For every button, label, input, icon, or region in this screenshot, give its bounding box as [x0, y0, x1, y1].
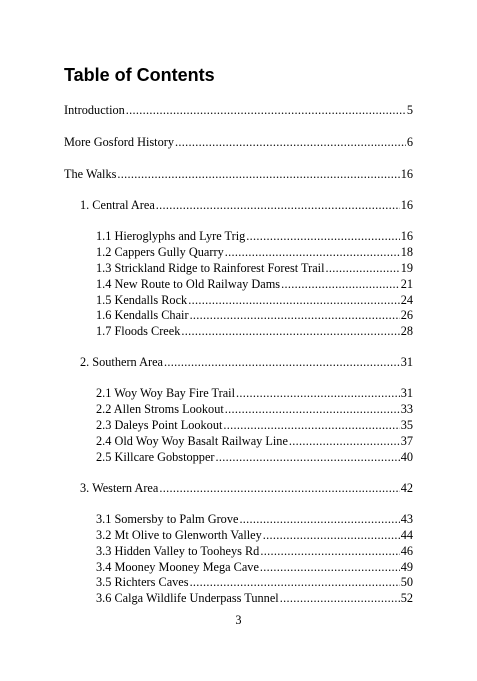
- toc-entry-page: 46: [400, 544, 413, 558]
- toc-entry-page: 18: [400, 245, 413, 259]
- toc-entry-page: 28: [400, 324, 413, 338]
- toc-entry-page: 5: [406, 103, 413, 117]
- dot-leader: [246, 228, 399, 244]
- toc-entry-label: 3. Western Area: [80, 481, 159, 495]
- dot-leader: [239, 511, 399, 527]
- toc-entry[interactable]: [64, 166, 413, 182]
- dot-leader: [260, 559, 400, 575]
- toc-entry[interactable]: [64, 102, 413, 118]
- toc-entry-page: 31: [400, 355, 413, 369]
- toc-entry[interactable]: [96, 590, 413, 606]
- toc-entry-page: 50: [400, 575, 413, 589]
- toc-entry-page: 33: [400, 402, 413, 416]
- toc-entry-page: 43: [400, 512, 413, 526]
- toc-entry-page: 16: [400, 198, 413, 212]
- toc-entry-page: 35: [400, 418, 413, 432]
- dot-leader: [326, 260, 400, 276]
- toc-entry-label: 1.2 Cappers Gully Quarry: [96, 245, 224, 259]
- toc-entry-label: 1.4 New Route to Old Railway Dams: [96, 277, 281, 291]
- toc-entry-label: 3.3 Hidden Valley to Tooheys Rd: [96, 544, 260, 558]
- dot-leader: [216, 449, 400, 465]
- toc-entry-label: 3.6 Calga Wildlife Underpass Tunnel: [96, 591, 279, 605]
- dot-leader: [164, 354, 400, 370]
- toc-entry-label: 2.2 Allen Stroms Lookout: [96, 402, 224, 416]
- toc-entry-page: 40: [400, 450, 413, 464]
- toc-entry[interactable]: [96, 511, 413, 527]
- toc-entry[interactable]: [96, 228, 413, 244]
- toc-entry[interactable]: [96, 433, 413, 449]
- dot-leader: [188, 292, 400, 308]
- toc-entry-label: 2.3 Daleys Point Lookout: [96, 418, 223, 432]
- toc-entry[interactable]: [96, 260, 413, 276]
- toc-entry-label: The Walks: [64, 167, 117, 181]
- toc-entry[interactable]: [96, 401, 413, 417]
- toc-entry-label: 1.3 Strickland Ridge to Rainforest Forest Trail: [96, 261, 325, 275]
- toc-entry[interactable]: [80, 354, 413, 370]
- toc-entry-label: 3.4 Mooney Mooney Mega Cave: [96, 560, 259, 574]
- toc-entry-page: 42: [400, 481, 413, 495]
- toc-entry-label: 2.4 Old Woy Woy Basalt Railway Line: [96, 434, 288, 448]
- toc-entry-page: 16: [400, 167, 413, 181]
- toc-entry-page: 21: [400, 277, 413, 291]
- toc-entry-page: 37: [400, 434, 413, 448]
- toc-entry-label: 1.6 Kendalls Chair: [96, 308, 189, 322]
- dot-leader: [159, 480, 399, 496]
- dot-leader: [225, 244, 400, 260]
- toc-entry[interactable]: [80, 480, 413, 496]
- toc-entry-label: 2.5 Killcare Gobstopper: [96, 450, 215, 464]
- toc-entry[interactable]: [96, 244, 413, 260]
- dot-leader: [223, 417, 399, 433]
- toc-entry[interactable]: [64, 134, 413, 150]
- dot-leader: [281, 276, 400, 292]
- toc-entry[interactable]: [96, 574, 413, 590]
- toc-entry-page: 26: [400, 308, 413, 322]
- dot-leader: [260, 543, 399, 559]
- toc-entry[interactable]: [96, 307, 413, 323]
- toc-entry-page: 24: [400, 293, 413, 307]
- toc-entry[interactable]: [96, 449, 413, 465]
- dot-leader: [181, 323, 399, 339]
- dot-leader: [117, 166, 399, 182]
- toc-entry-label: 3.1 Somersby to Palm Grove: [96, 512, 239, 526]
- toc-entry[interactable]: [96, 323, 413, 339]
- toc-entry-label: 1. Central Area: [80, 198, 155, 212]
- toc-entry[interactable]: [80, 197, 413, 213]
- toc-entry-label: 2.1 Woy Woy Bay Fire Trail: [96, 386, 235, 400]
- toc-entry[interactable]: [96, 417, 413, 433]
- toc-entry-label: More Gosford History: [64, 135, 174, 149]
- toc-entry-label: 3.5 Richters Caves: [96, 575, 189, 589]
- toc-entry[interactable]: [96, 385, 413, 401]
- toc-entry-label: 1.7 Floods Creek: [96, 324, 181, 338]
- dot-leader: [289, 433, 400, 449]
- toc-entry[interactable]: [96, 543, 413, 559]
- toc-entry-label: 3.2 Mt Olive to Glenworth Valley: [96, 528, 262, 542]
- toc-entry-page: 31: [400, 386, 413, 400]
- dot-leader: [263, 527, 400, 543]
- toc-entry-label: Introduction: [64, 103, 125, 117]
- dot-leader: [156, 197, 400, 213]
- page-number: 3: [235, 613, 242, 627]
- dot-leader: [236, 385, 400, 401]
- toc-heading: Table of Contents: [64, 65, 215, 85]
- toc-entry-label: 2. Southern Area: [80, 355, 163, 369]
- toc-entry-page: 6: [406, 135, 413, 149]
- toc-entry-page: 52: [400, 591, 413, 605]
- dot-leader: [175, 134, 406, 150]
- toc-entry-page: 19: [400, 261, 413, 275]
- toc-entry-page: 49: [400, 560, 413, 574]
- toc-entry[interactable]: [96, 527, 413, 543]
- toc-entry[interactable]: [96, 276, 413, 292]
- dot-leader: [190, 574, 400, 590]
- dot-leader: [190, 307, 400, 323]
- toc-entry-page: 44: [400, 528, 413, 542]
- toc-entry[interactable]: [96, 559, 413, 575]
- toc-entry-label: 1.1 Hieroglyphs and Lyre Trig: [96, 229, 246, 243]
- toc-entry-label: 1.5 Kendalls Rock: [96, 293, 188, 307]
- dot-leader: [225, 401, 400, 417]
- dot-leader: [280, 590, 400, 606]
- dot-leader: [126, 102, 406, 118]
- toc-entry[interactable]: [96, 292, 413, 308]
- toc-entry-page: 16: [400, 229, 413, 243]
